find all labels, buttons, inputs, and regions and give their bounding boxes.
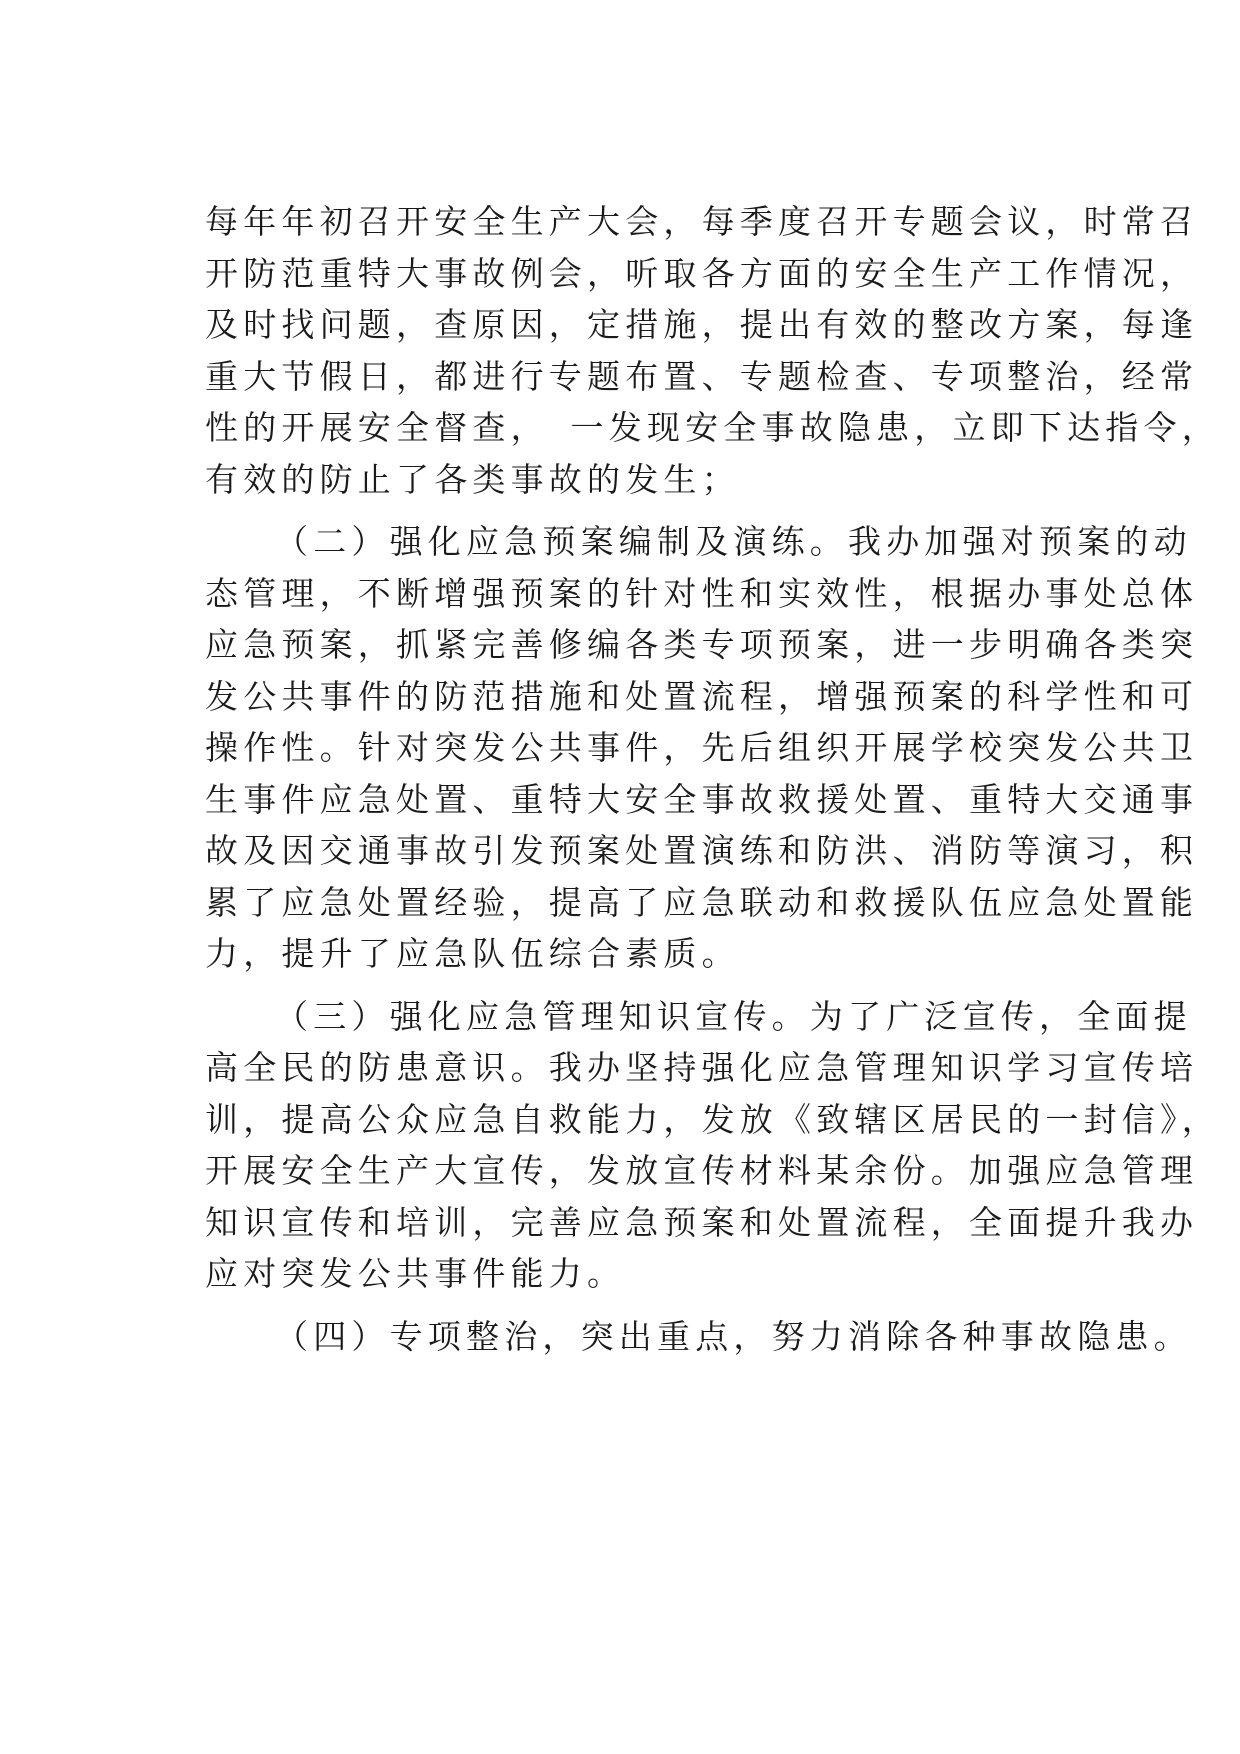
- text-line: 及时找问题，查原因，定措施，提出有效的整改方案，每逢: [205, 305, 1199, 344]
- paragraph-3: [205, 991, 1220, 1300]
- text-line: 每年年初召开安全生产大会，每季度召开专题会议，时常召: [205, 202, 1199, 241]
- text-line: （二）强化应急预案编制及演练。我办加强对预案的动: [275, 522, 1192, 561]
- text-line: 重大节假日，都进行专题布置、专题检查、专项整治，经常: [205, 356, 1199, 396]
- paragraph-spacer: [205, 980, 1065, 991]
- text-line: 应急预案，抓紧完善修编各类专项预案，进一步明确各类突: [205, 625, 1199, 664]
- text-line: 操作性。针对突发公共事件，先后组织开展学校突发公共卫: [205, 728, 1199, 767]
- paragraph-spacer: [205, 505, 1065, 516]
- text-line: 故及因交通事故引发预案处置演练和防洪、消防等演习，积: [205, 831, 1199, 870]
- text-line: 生事件应急处置、重特大安全事故救援处置、重特大交通事: [205, 779, 1199, 819]
- text-line: 开展安全生产大宣传，发放宣传材料某余份。加强应急管理: [205, 1151, 1199, 1190]
- text-line: 累了应急处置经验，提高了应急联动和救援队伍应急处置能: [205, 882, 1199, 922]
- paragraph-spacer: [205, 1300, 1065, 1311]
- text-line: 应对突发公共事件能力。: [205, 1254, 626, 1293]
- text-line: 性的开展安全督查， 一发现安全事故隐患，立即下达指令，: [205, 408, 1220, 447]
- body-text: [205, 196, 1220, 1362]
- text-line: 发公共事件的防范措施和处置流程，增强预案的科学性和可: [205, 676, 1199, 716]
- text-line: 训，提高公众应急自救能力，发放《致辖区居民的一封信》，: [205, 1099, 1220, 1139]
- text-line: 高全民的防患意识。我办坚持强化应急管理知识学习宣传培: [205, 1048, 1199, 1087]
- paragraph-4: [205, 1311, 1192, 1363]
- text-line: （四）专项整治，突出重点，努力消除各种事故隐患。: [275, 1316, 1192, 1356]
- paragraph-1: [205, 196, 1220, 505]
- text-line: 力，提升了应急队伍综合素质。: [205, 934, 740, 973]
- text-line: 有效的防止了各类事故的发生；: [205, 459, 740, 499]
- text-line: 开防范重特大事故例会，听取各方面的安全生产工作情况，: [205, 253, 1199, 293]
- text-line: （三）强化应急管理知识宣传。为了广泛宣传，全面提: [275, 996, 1192, 1036]
- text-line: 知识宣传和培训，完善应急预案和处置流程，全面提升我办: [205, 1202, 1199, 1242]
- paragraph-2: [205, 516, 1199, 980]
- text-line: 态管理，不断增强预案的针对性和实效性，根据办事处总体: [205, 573, 1199, 613]
